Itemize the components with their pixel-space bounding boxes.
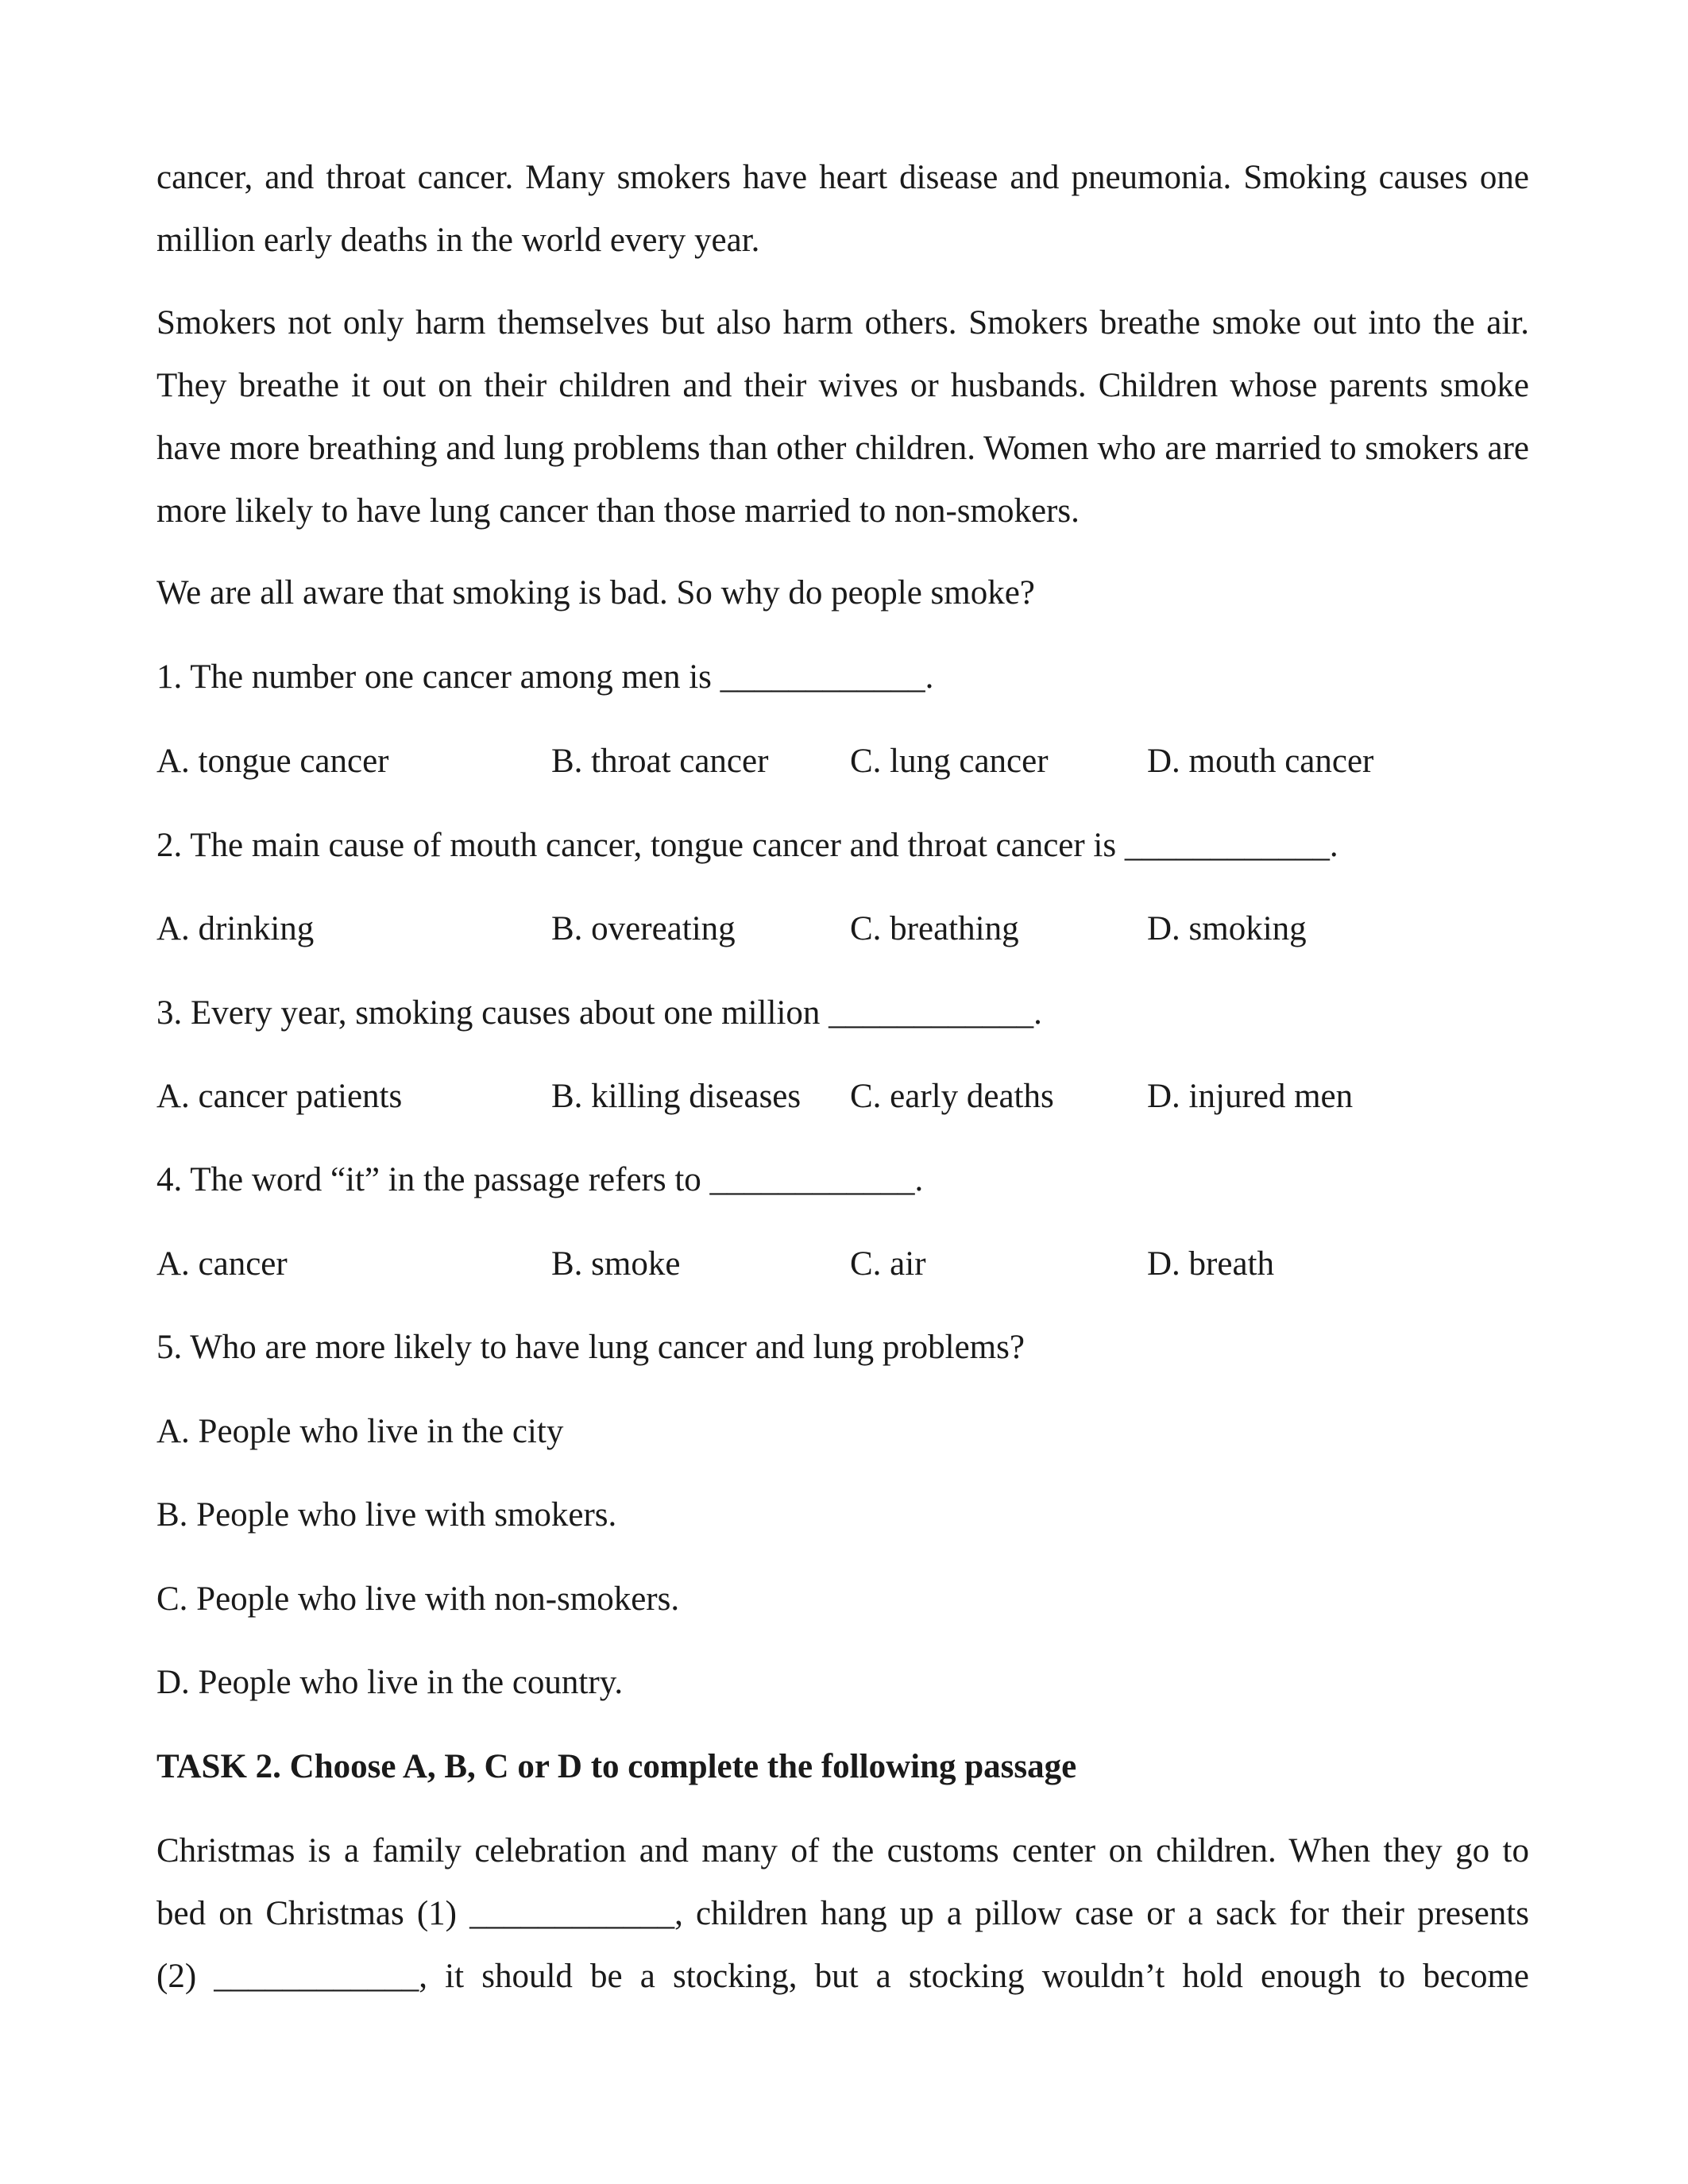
question-5-stem: 5. Who are more likely to have lung cancer and lung problems? — [156, 1329, 1025, 1366]
passage-paragraph-3: We are all aware that smoking is bad. So why do people smoke? — [156, 574, 1035, 612]
question-4-option-d[interactable]: D. breath — [1147, 1245, 1274, 1283]
question-2-stem: 2. The main cause of mouth cancer, tongue cancer and throat cancer is ____________. — [156, 827, 1338, 864]
question-1-stem: 1. The number one cancer among men is ____________. — [156, 658, 934, 696]
task-2-heading: TASK 2. Choose A, B, C or D to complete the following passage — [156, 1748, 1077, 1785]
question-1-option-d[interactable]: D. mouth cancer — [1147, 743, 1374, 780]
question-3-option-d[interactable]: D. injured men — [1147, 1078, 1354, 1115]
question-2-option-d[interactable]: D. smoking — [1147, 910, 1307, 947]
question-4-option-b[interactable]: B. smoke — [551, 1245, 681, 1283]
passage-paragraph-1: cancer, and throat cancer. Many smokers have heart disease and pneumonia. Smoking causes one million early deaths in the world every year. — [156, 159, 1529, 259]
task-2-passage-line-3: (2) ____________, it should be a stocking, but a stocking wouldn’t hold enough to become — [156, 1958, 1529, 1995]
question-4-stem: 4. The word “it” in the passage refers to ____________. — [156, 1161, 924, 1198]
question-3-option-c[interactable]: C. early deaths — [850, 1078, 1054, 1115]
question-1-option-a[interactable]: A. tongue cancer — [156, 743, 389, 780]
question-5-option-b[interactable]: B. People who live with smokers. — [156, 1496, 617, 1534]
passage-paragraph-2: Smokers not only harm themselves but also harm others. Smokers breathe smoke out into the air. They breathe it out on their children and their wives or husbands. Children whose parents smoke have more breathing and lung problems than other children. Women who are married to smokers are more likely to have lung cancer than those married to non-smokers. — [156, 304, 1529, 530]
question-3-stem: 3. Every year, smoking causes about one million ____________. — [156, 994, 1042, 1032]
question-1-option-b[interactable]: B. throat cancer — [551, 743, 769, 780]
question-3-option-a[interactable]: A. cancer patients — [156, 1078, 403, 1115]
question-1-option-c[interactable]: C. lung cancer — [850, 743, 1049, 780]
question-4-option-a[interactable]: A. cancer — [156, 1245, 288, 1283]
question-3-option-b[interactable]: B. killing diseases — [551, 1078, 802, 1115]
question-4-option-c[interactable]: C. air — [850, 1245, 926, 1283]
question-5-option-c[interactable]: C. People who live with non-smokers. — [156, 1580, 680, 1618]
question-2-option-b[interactable]: B. overeating — [551, 910, 736, 947]
question-5-option-d[interactable]: D. People who live in the country. — [156, 1664, 624, 1701]
task-2-passage-line-1: Christmas is a family celebration and many of the customs center on children. When they go to — [156, 1832, 1529, 1870]
question-2-option-c[interactable]: C. breathing — [850, 910, 1019, 947]
task-2-passage-line-2: bed on Christmas (1) ____________, children hang up a pillow case or a sack for their presents — [156, 1895, 1529, 1932]
question-2-option-a[interactable]: A. drinking — [156, 910, 315, 947]
question-5-option-a[interactable]: A. People who live in the city — [156, 1413, 564, 1450]
